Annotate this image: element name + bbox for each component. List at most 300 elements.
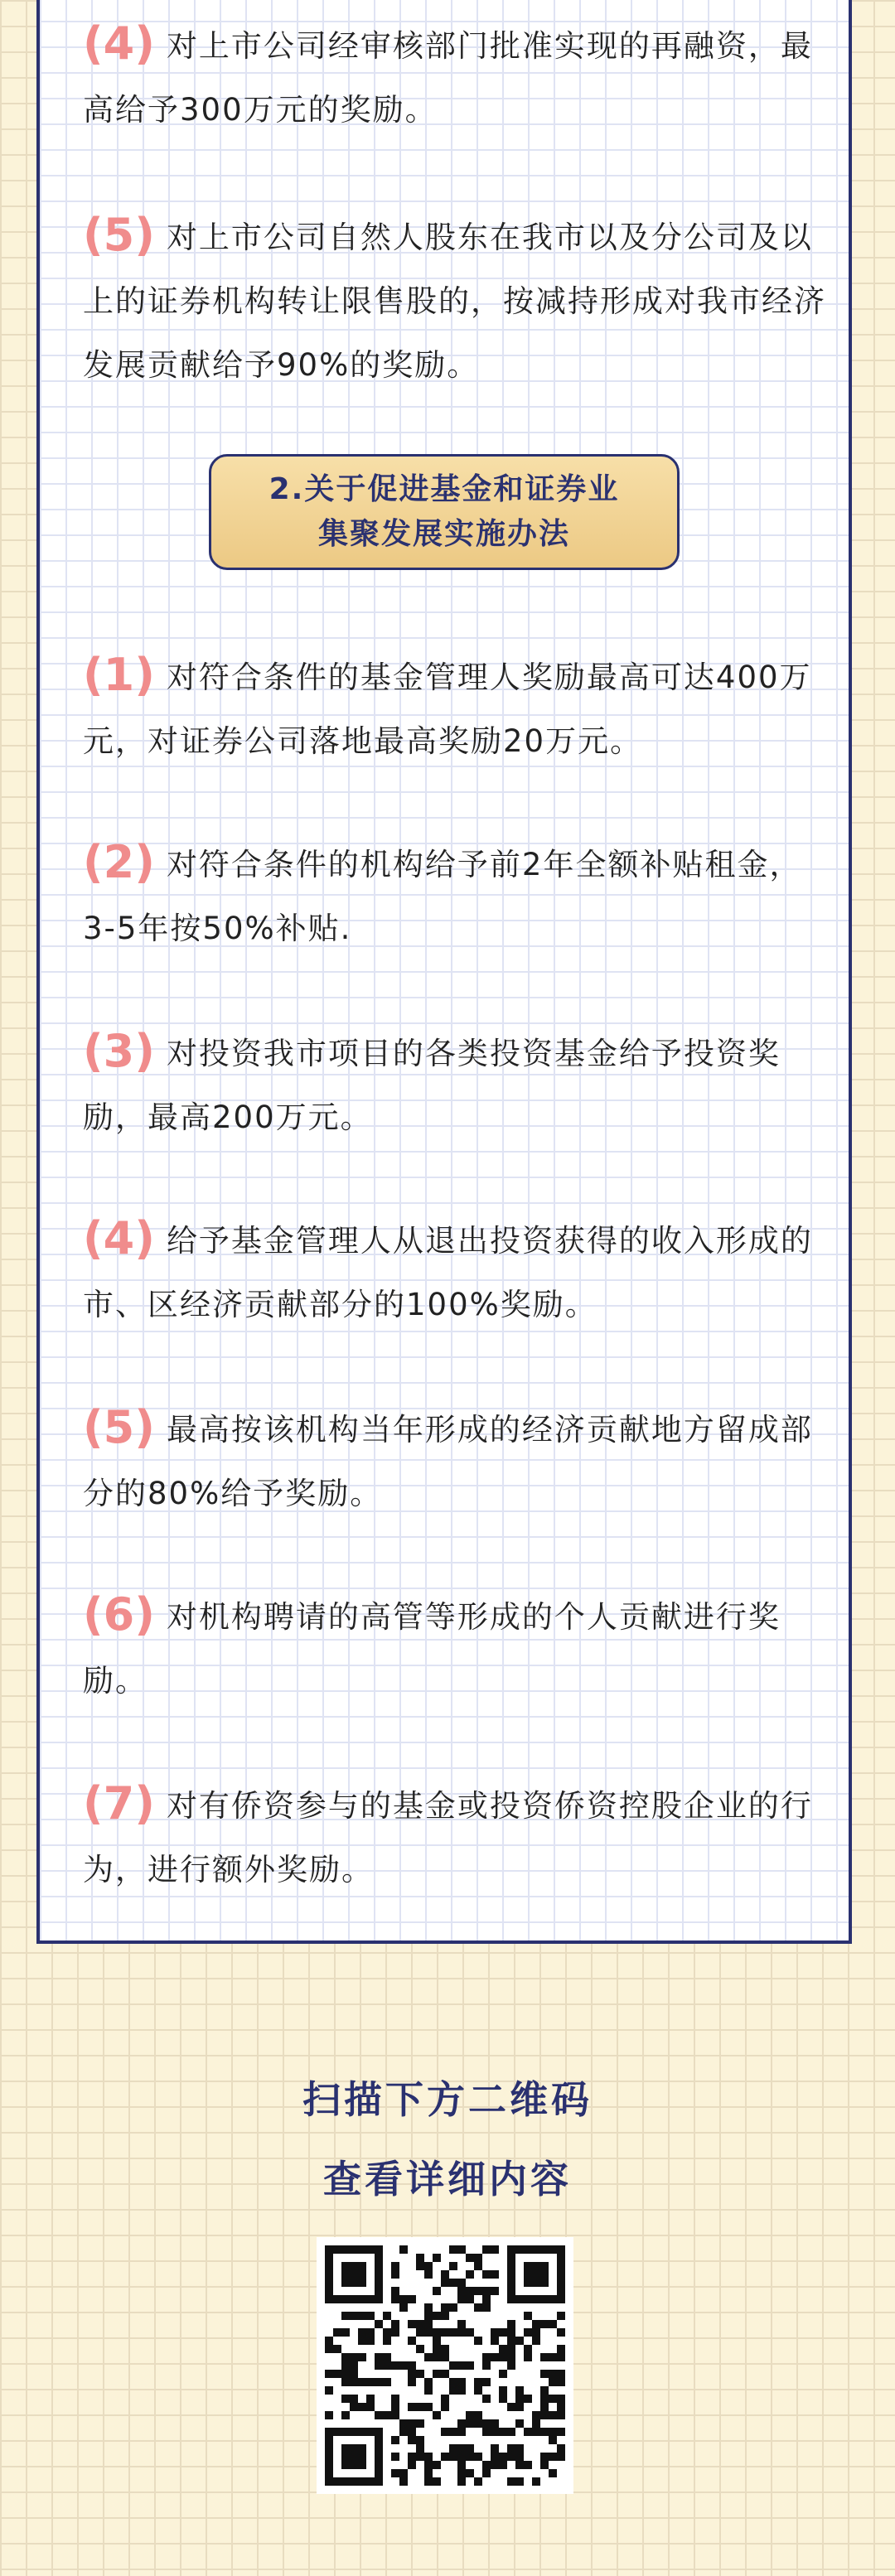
qr-module [557,2270,565,2279]
qr-module [474,2303,482,2312]
qr-module [482,2469,491,2477]
qr-module [457,2295,466,2303]
qr-module [549,2320,557,2328]
qr-module [557,2428,565,2436]
qr-module [433,2411,441,2419]
qr-module [375,2245,383,2254]
qr-module [449,2262,457,2270]
qr-module [350,2444,358,2453]
qr-module [482,2378,491,2386]
qr-module [358,2378,366,2386]
qr-module [333,2345,341,2353]
qr-module [441,2345,449,2353]
qr-module [341,2353,350,2361]
qr-module [449,2378,457,2386]
qr-module [366,2477,375,2486]
qr-module [325,2370,333,2378]
qr-module [433,2370,441,2378]
qr-module [341,2361,350,2370]
qr-module [499,2461,507,2469]
qr-module [507,2403,515,2411]
qr-code-icon[interactable] [317,2237,573,2494]
qr-module [375,2353,383,2361]
qr-module [383,2328,391,2337]
qr-module [549,2469,557,2477]
qr-module [358,2328,366,2337]
qr-module [341,2428,350,2436]
qr-module [557,2453,565,2461]
qr-module [515,2386,524,2395]
list-item [83,643,829,773]
item-text: 对机构聘请的高管等形成的个人贡献进行奖励。 [83,1599,781,1699]
section-title-badge [209,454,680,570]
list-item [83,1206,829,1336]
qr-module [383,2378,391,2386]
qr-module [424,2320,433,2328]
qr-module [325,2254,333,2262]
qr-module [540,2461,549,2469]
qr-module [391,2411,399,2419]
qr-module [540,2295,549,2303]
qr-module [341,2461,350,2469]
qr-module [557,2345,565,2353]
qr-module [341,2328,350,2337]
qr-module [375,2361,383,2370]
qr-module [366,2245,375,2254]
qr-module [491,2353,499,2361]
qr-module [557,2328,565,2337]
qr-module [341,2453,350,2461]
qr-module [375,2461,383,2469]
qr-module [499,2345,507,2353]
qr-module [441,2328,449,2337]
qr-module [325,2469,333,2477]
qr-module [325,2461,333,2469]
qr-module [524,2395,532,2403]
item-text: 给予基金管理人从退出投资获得的收入形成的市、区经济贡献部分的100%奖励。 [83,1223,813,1322]
qr-module [507,2287,515,2295]
qr-module [524,2461,532,2469]
qr-module [358,2428,366,2436]
qr-module [466,2469,474,2477]
qr-module [540,2353,549,2361]
qr-module [325,2270,333,2279]
qr-module [482,2419,491,2428]
qr-module [366,2337,375,2345]
qr-module [350,2279,358,2287]
footer-line1: 扫描下方二维码 [302,2077,593,2122]
qr-module [350,2295,358,2303]
qr-module [474,2453,482,2461]
qr-module [399,2428,408,2436]
item-number: (5) [83,209,155,261]
qr-module [482,2295,491,2303]
qr-module [350,2395,358,2403]
qr-module [482,2461,491,2469]
qr-module [433,2353,441,2361]
qr-module [457,2453,466,2461]
qr-module [366,2312,375,2320]
qr-module [482,2428,491,2436]
qr-module [474,2411,482,2419]
qr-module [358,2477,366,2486]
qr-module [375,2378,383,2386]
qr-module [433,2337,441,2345]
qr-module [499,2386,507,2395]
qr-module [507,2295,515,2303]
qr-module [457,2444,466,2453]
list-item [83,1019,829,1149]
qr-module [416,2453,424,2461]
qr-module [507,2328,515,2337]
qr-module [341,2295,350,2303]
qr-module [350,2262,358,2270]
qr-module [333,2245,341,2254]
qr-module [557,2353,565,2361]
qr-module [524,2345,532,2353]
qr-module [466,2287,474,2295]
item-number: (5) [83,1401,155,1453]
qr-module [449,2386,457,2395]
qr-module [408,2428,416,2436]
qr-module [391,2436,399,2444]
qr-module [540,2245,549,2254]
qr-module [375,2254,383,2262]
qr-module [333,2428,341,2436]
qr-module [540,2395,549,2403]
qr-module [424,2378,433,2386]
qr-module [499,2353,507,2361]
list-item [83,830,829,960]
qr-module [540,2453,549,2461]
qr-module [466,2411,474,2419]
qr-module [399,2361,408,2370]
qr-module [366,2378,375,2386]
qr-module [491,2337,499,2345]
qr-module [358,2353,366,2361]
section-title-line2: 集聚发展实施办法 [317,517,570,551]
qr-module [383,2312,391,2320]
qr-module [524,2270,532,2279]
qr-module [341,2312,350,2320]
qr-module [358,2312,366,2320]
qr-module [557,2295,565,2303]
qr-module [482,2245,491,2254]
qr-module [457,2461,466,2469]
item-text: 对上市公司经审核部门批准实现的再融资，最高给予300万元的奖励。 [83,28,813,128]
item-number: (6) [83,1588,155,1641]
qr-module [466,2328,474,2337]
qr-module [549,2378,557,2386]
qr-module [375,2279,383,2287]
qr-module [515,2444,524,2453]
qr-module [366,2428,375,2436]
qr-module [408,2378,416,2386]
qr-module [366,2403,375,2411]
qr-module [375,2295,383,2303]
qr-module [491,2287,499,2295]
qr-module [325,2453,333,2461]
item-number: (3) [83,1025,155,1077]
qr-module [375,2262,383,2270]
qr-module [375,2444,383,2453]
qr-module [433,2461,441,2469]
qr-module [540,2370,549,2378]
qr-module [457,2469,466,2477]
qr-module [549,2370,557,2378]
qr-module [457,2419,466,2428]
qr-module [416,2370,424,2378]
qr-module [399,2295,408,2303]
qr-module [549,2453,557,2461]
qr-module [507,2453,515,2461]
qr-module [549,2353,557,2361]
qr-module [549,2436,557,2444]
qr-module [424,2303,433,2312]
qr-module [491,2245,499,2254]
qr-module [350,2353,358,2361]
qr-module [482,2287,491,2295]
qr-module [532,2328,540,2337]
qr-module [515,2395,524,2403]
qr-module [549,2245,557,2254]
qr-module [507,2245,515,2254]
qr-module [408,2419,416,2428]
qr-module [457,2477,466,2486]
qr-module [532,2411,540,2419]
qr-module [557,2370,565,2378]
qr-module [449,2361,457,2370]
qr-module [325,2262,333,2270]
qr-module [507,2320,515,2328]
qr-module [549,2395,557,2403]
item-number: (2) [83,836,155,888]
qr-module [507,2477,515,2486]
qr-module [557,2444,565,2453]
qr-module [358,2279,366,2287]
qr-module [424,2312,433,2320]
qr-module [474,2419,482,2428]
qr-module [540,2270,549,2279]
qr-module [325,2477,333,2486]
qr-module [532,2320,540,2328]
qr-module [366,2395,375,2403]
qr-module [333,2328,341,2337]
qr-module [341,2378,350,2386]
qr-module [333,2477,341,2486]
qr-module [449,2453,457,2461]
qr-module [482,2353,491,2361]
qr-module [540,2386,549,2395]
qr-module [358,2461,366,2469]
qr-module [449,2444,457,2453]
qr-module [540,2403,549,2411]
qr-module [474,2254,482,2262]
qr-module [399,2245,408,2254]
qr-module [358,2245,366,2254]
qr-module [391,2469,399,2477]
qr-module [408,2453,416,2461]
qr-module [433,2477,441,2486]
qr-module [482,2361,491,2370]
qr-module [457,2428,466,2436]
qr-module [408,2370,416,2378]
qr-module [457,2328,466,2337]
qr-module [433,2254,441,2262]
qr-module [532,2279,540,2287]
qr-module [366,2328,375,2337]
qr-module [524,2353,532,2361]
qr-module [457,2245,466,2254]
qr-module [341,2262,350,2270]
qr-module [350,2453,358,2461]
qr-module [515,2461,524,2469]
qr-module [441,2312,449,2320]
qr-module [557,2395,565,2403]
list-item [83,1395,829,1525]
qr-module [532,2262,540,2270]
qr-module [375,2453,383,2461]
qr-module [532,2428,540,2436]
qr-module [557,2411,565,2419]
qr-module [416,2320,424,2328]
qr-module [399,2419,408,2428]
qr-module [474,2477,482,2486]
qr-module [507,2444,515,2453]
qr-module [466,2419,474,2428]
qr-module [433,2345,441,2353]
qr-module [358,2337,366,2345]
qr-module [408,2320,416,2328]
qr-module [341,2395,350,2403]
qr-module [350,2461,358,2469]
qr-module [557,2279,565,2287]
qr-module [408,2461,416,2469]
qr-module [524,2262,532,2270]
qr-module [507,2279,515,2287]
qr-module [491,2328,499,2337]
list-item [83,1771,829,1902]
qr-module [532,2245,540,2254]
qr-module [491,2444,499,2453]
qr-module [540,2428,549,2436]
qr-module [441,2279,449,2287]
qr-module [424,2477,433,2486]
qr-module [325,2428,333,2436]
footer-line2: 查看详细内容 [323,2157,572,2201]
qr-module [375,2287,383,2295]
qr-module [358,2444,366,2453]
qr-module [424,2353,433,2361]
qr-module [499,2428,507,2436]
qr-module [457,2378,466,2386]
qr-module [424,2328,433,2337]
qr-module [441,2370,449,2378]
qr-module [557,2287,565,2295]
qr-module [416,2436,424,2444]
qr-module [358,2295,366,2303]
qr-module [383,2353,391,2361]
qr-module [441,2428,449,2436]
qr-module [424,2469,433,2477]
qr-module [540,2279,549,2287]
qr-module [482,2270,491,2279]
qr-module [325,2295,333,2303]
qr-module [375,2320,383,2328]
qr-module [441,2303,449,2312]
qr-module [416,2254,424,2262]
qr-module [325,2436,333,2444]
qr-code-graphic [317,2237,573,2494]
qr-module [457,2320,466,2328]
qr-module [540,2411,549,2419]
qr-module [507,2345,515,2353]
qr-module [391,2328,399,2337]
qr-module [474,2386,482,2395]
qr-module [391,2361,399,2370]
qr-module [375,2428,383,2436]
item-number: (7) [83,1777,155,1829]
qr-module [515,2295,524,2303]
qr-module [457,2287,466,2295]
qr-module [482,2395,491,2403]
item-text: 对投资我市项目的各类投资基金给予投资奖励，最高200万元。 [83,1036,781,1135]
qr-module [441,2453,449,2461]
qr-module [366,2295,375,2303]
qr-module [341,2444,350,2453]
qr-module [350,2312,358,2320]
qr-module [449,2328,457,2337]
qr-module [391,2295,399,2303]
qr-module [532,2295,540,2303]
qr-module [408,2337,416,2345]
qr-module [408,2403,416,2411]
qr-module [532,2337,540,2345]
qr-module [350,2270,358,2279]
qr-module [507,2262,515,2270]
qr-module [325,2337,333,2345]
qr-module [524,2312,532,2320]
qr-module [540,2320,549,2328]
qr-module [491,2270,499,2279]
qr-module [416,2419,424,2428]
qr-module [549,2411,557,2419]
qr-module [507,2337,515,2345]
qr-module [399,2303,408,2312]
qr-module [341,2245,350,2254]
qr-module [333,2370,341,2378]
qr-module [433,2287,441,2295]
qr-module [466,2444,474,2453]
item-number: (4) [83,1212,155,1264]
qr-module [499,2395,507,2403]
qr-module [358,2453,366,2461]
qr-module [524,2245,532,2254]
qr-module [358,2270,366,2279]
qr-module [408,2436,416,2444]
qr-module [341,2411,350,2419]
qr-module [524,2279,532,2287]
qr-module [325,2245,333,2254]
qr-module [424,2270,433,2279]
qr-module [391,2287,399,2295]
qr-module [391,2270,399,2279]
qr-module [325,2287,333,2295]
qr-module [515,2403,524,2411]
qr-module [424,2453,433,2461]
qr-module [383,2411,391,2419]
list-item [83,203,829,397]
